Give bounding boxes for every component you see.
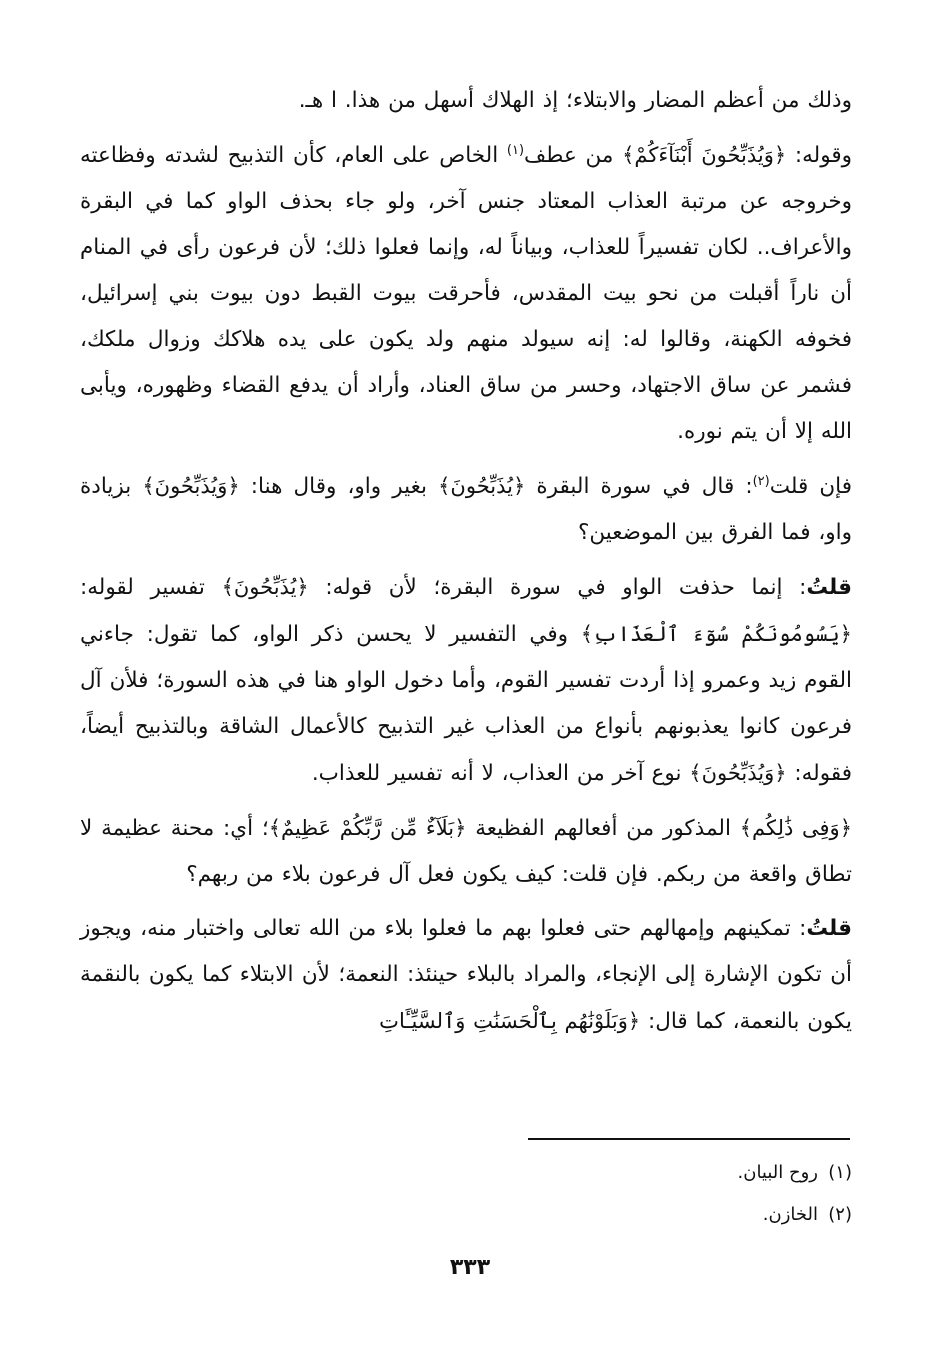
- paragraph-text: وفي التفسير لا يحسن ذكر الواو، كما تقول: جاءني القوم زيد وعمرو إذا أردت تفسير القوم، وأما دخول الواو هنا في هذه السورة؛ فلأن آل فرعون كانوا يعذبونهم بأنواع من العذاب غير التذبيح كالأعمال الشاقة وبالتذبيح أيضاً، فقوله:: [80, 622, 852, 786]
- quran-quote: ﴿بَلَآءٌ مِّن رَّبِّكُمْ عَظِيمٌ﴾: [268, 816, 467, 840]
- paragraph-text: : تمكينهم وإمهالهم حتى فعلوا بهم ما فعلوا بلاء من الله تعالى واختبار منه، ويجوز أن تكون الإشارة إلى الإنجاء، والمراد بالبلاء حينئذ: النعمة؛ لأن الابتلاء كما يكون بالنقمة يكون بالنعمة، كما قال:: [80, 916, 852, 1034]
- paragraph-text: الخاص على العام، كأن التذبيح لشدته وفظاعته وخروجه عن مرتبة العذاب المعتاد جنس آخر، ولو جاء بحذف الواو كما في البقرة والأعراف.. لكان تفسيراً للعذاب، وبياناً له، وإنما فعلوا ذلك؛ لأن فرعون رأى في المنام أن ناراً أقبلت من نحو بيت المقدس، فأحرقت بيوت القبط دون بيوت بني إسرائيل، فخوفه الكهنة، وقالوا له: إنه سيولد منهم ولد يكون على يده هلاكك وزوال ملكك، فشمر عن ساق الاجتهاد، وحسر من ساق العناد، وأراد أن يدفع القضاء وظهوره، ويأبى الله إلا أن يتم نوره.: [80, 143, 852, 444]
- footnote-separator: [528, 1138, 850, 1140]
- paragraph-text: بزيادة واو، فما الفرق بين الموضعين؟: [80, 474, 852, 545]
- paragraph-text: : إنما حذفت الواو في سورة البقرة؛ لأن قوله:: [308, 575, 807, 600]
- footnote-text: روح البيان.: [737, 1162, 818, 1183]
- quran-quote: ﴿يَسُومُونَكُمْ سُوٓءَ ٱلْعَذَابِ﴾: [580, 622, 852, 646]
- quran-quote: ﴿وَيُذَبِّحُونَ﴾: [689, 761, 787, 785]
- quran-quote: ﴿وَبَلَوْنَٰهُم بِٱلْحَسَنَٰتِ وَٱلسَّيِّـَٔاتِ: [379, 1009, 641, 1033]
- quran-quote: ﴿وَيُذَبِّحُونَ أَبْنَآءَكُمْ﴾: [622, 143, 787, 167]
- paragraph-text: : قال في سورة البقرة: [525, 474, 753, 499]
- quran-quote: ﴿وَفِى ذَٰلِكُم﴾: [739, 816, 853, 840]
- quran-quote: ﴿يُذَبِّحُونَ﴾: [221, 575, 309, 599]
- quran-quote: ﴿وَيُذَبِّحُونَ﴾: [142, 474, 240, 498]
- paragraph-text: ؛ أي: محنة عظيمة لا تطاق واقعة من ربكم. فإن قلت: كيف يكون فعل آل فرعون بلاء من ربهم؟: [80, 816, 852, 887]
- footnote-number: (١): [828, 1162, 852, 1183]
- paragraph-text: وقوله:: [786, 143, 852, 168]
- answer-lead: قلتُ: [806, 575, 853, 600]
- page-number: ٣٣٣: [449, 1255, 491, 1280]
- paragraph-3: [80, 463, 852, 556]
- paragraph-text: نوع آخر من العذاب، لا أنه تفسير للعذاب.: [311, 761, 690, 786]
- paragraph-5: [80, 805, 852, 898]
- paragraph-1: [80, 78, 852, 124]
- footnote-text: الخازن.: [762, 1204, 818, 1225]
- paragraph-text: تفسير لقوله:: [80, 575, 222, 600]
- footnote-ref-1[interactable]: (١): [506, 142, 525, 158]
- paragraph-6: [80, 906, 852, 1045]
- paragraph-text: بغير واو، وقال هنا:: [239, 474, 439, 499]
- paragraph-text: وذلك من أعظم المضار والابتلاء؛ إذ الهلاك أسهل من هذا. ا هـ.: [298, 88, 852, 113]
- footnotes: [80, 1152, 852, 1236]
- paragraph-text: المذكور من أفعالهم الفظيعة: [466, 816, 740, 841]
- footnote-1: [80, 1152, 852, 1194]
- paragraph-text: فإن قلت: [769, 474, 852, 499]
- paragraph-2: [80, 132, 852, 455]
- footnote-number: (٢): [828, 1204, 852, 1225]
- page-body: [80, 78, 852, 1053]
- answer-lead: قلتُ: [806, 916, 852, 941]
- paragraph-4: [80, 564, 852, 797]
- quran-quote: ﴿يُذَبِّحُونَ﴾: [438, 474, 526, 498]
- paragraph-text: من عطف: [524, 143, 623, 168]
- footnote-2: [80, 1194, 852, 1236]
- footnote-ref-2[interactable]: (٢): [752, 473, 770, 489]
